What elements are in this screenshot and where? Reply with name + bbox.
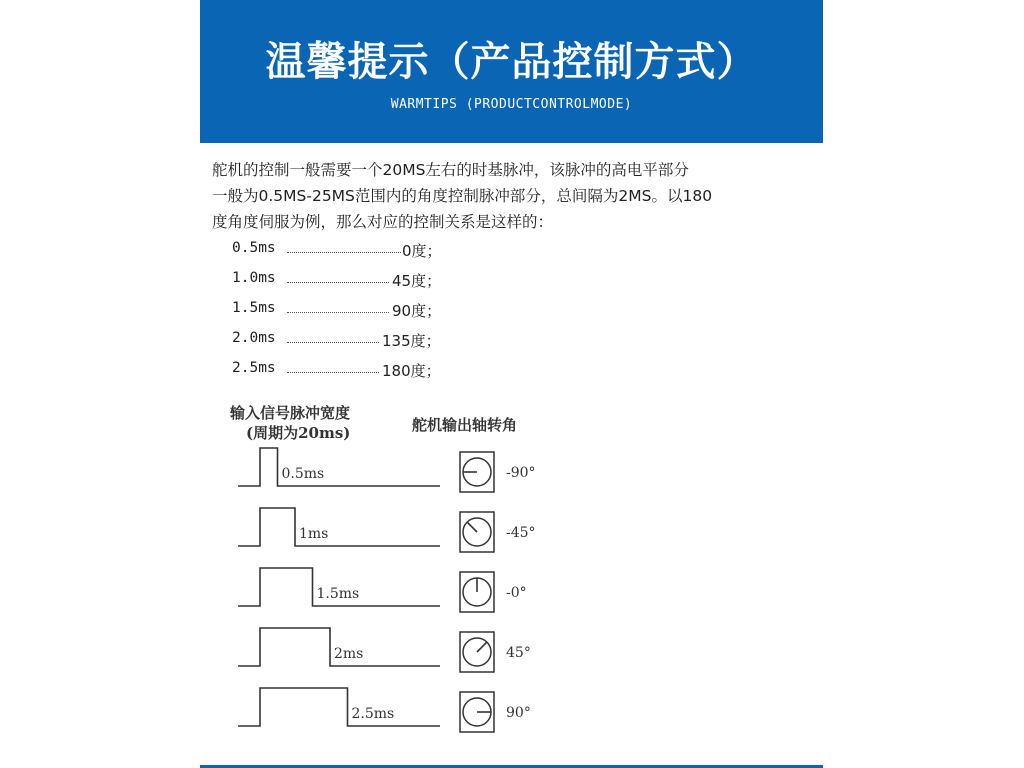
leader-dots [287, 372, 379, 373]
angle-label: 45° [506, 645, 531, 661]
angle-label: -90° [506, 465, 536, 481]
diagram-left-title: 输入信号脉冲宽度 [230, 404, 351, 422]
pulse-rows [238, 448, 536, 732]
mapping-row [232, 238, 492, 268]
pulse-width: 2.5ms [232, 360, 276, 376]
info-card [200, 0, 823, 768]
angle-label: -0° [506, 585, 527, 601]
mapping-row [232, 268, 492, 298]
description [212, 157, 816, 235]
pulse-width: 2.0ms [232, 330, 276, 346]
angle-label: 90° [506, 705, 531, 721]
description-line: 舵机的控制一般需要一个20MS左右的时基脉冲，该脉冲的高电平部分 [212, 161, 689, 179]
pulse-waveform [238, 688, 440, 726]
mapping-row [232, 358, 492, 388]
page-title: 温馨提示（产品控制方式） [265, 39, 758, 85]
angle-value: 90度； [392, 302, 442, 320]
pulse-angle-list [232, 238, 492, 388]
pulse-width-label: 0.5ms [281, 466, 325, 482]
pulse-waveform [238, 508, 440, 546]
diagram-period-note: (周期为20ms) [246, 424, 351, 442]
pulse-width: 1.0ms [232, 270, 276, 286]
angle-value: 45度； [392, 272, 442, 290]
leader-dots [287, 342, 379, 343]
pulse-width-label: 2ms [334, 646, 364, 662]
angle-value: 180度； [382, 362, 441, 380]
angle-value: 0度； [402, 242, 442, 260]
pulse-width: 1.5ms [232, 300, 276, 316]
mapping-row [232, 328, 492, 358]
pulse-width-label: 2.5ms [351, 706, 395, 722]
pulse-width-label: 1ms [299, 526, 329, 542]
description-line: 一般为0.5MS-25MS范围内的角度控制脉冲部分，总间隔为2MS。以180 [212, 187, 713, 205]
angle-label: -45° [506, 525, 536, 541]
angle-value: 135度； [382, 332, 441, 350]
pulse-diagram [220, 398, 600, 738]
pulse-waveform [238, 448, 440, 486]
description-line: 度角度伺服为例，那么对应的控制关系是这样的： [212, 213, 554, 231]
mapping-row [232, 298, 492, 328]
leader-dots [287, 282, 389, 283]
pulse-width: 0.5ms [232, 240, 276, 256]
diagram-right-title: 舵机输出轴转角 [412, 416, 518, 434]
leader-dots [287, 312, 389, 313]
page-subtitle: WARMTIPS (PRODUCTCONTROLMODE) [390, 97, 633, 112]
pulse-width-label: 1.5ms [316, 586, 360, 602]
leader-dots [287, 252, 401, 253]
header-banner [200, 0, 823, 143]
